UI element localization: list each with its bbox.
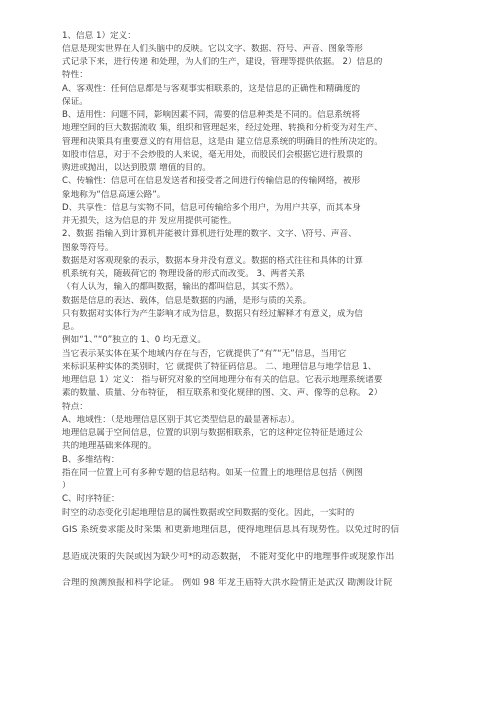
text-line: C、时序特征： (62, 494, 120, 504)
text-line: 素的数量、质量、分布特征， 相互联系和变化规律的图、文、声、像等的总称。 2） (62, 388, 383, 398)
text-line: 数据是信息的表达、载体，信息是数据的内涵，是形与质的关系。 (62, 296, 312, 306)
text-line: A、地域性：（是地理信息区别于其它类型信息的最显著标志）。 (62, 415, 300, 425)
text-line: 象地称为“信息高速公路”。 (62, 190, 166, 200)
text-line: 数据是对客观现象的表示，数据本身并没有意义。数据的格式往往和具体的计算 (62, 256, 363, 266)
text-line: （有人认为，输入的都叫数据，输出的都叫信息，其实不然）。 (62, 282, 299, 292)
text-line: 保证。 (62, 97, 88, 107)
text-line: 信息是现实世界在人们头脑中的反映。它以文字、数据、符号、声音、图象等形 (62, 44, 363, 54)
text-line: 例如“1、”“0”独立的 1、0 均无意义。 (62, 335, 206, 345)
text-line: B、多维结构： (62, 455, 120, 465)
text-line: ） (62, 481, 71, 491)
text-line: 并无损失，这为信息的并 发应用提供可能性。 (62, 216, 237, 226)
text-line: 机系统有关，随载荷它的 物理设备的形式而改变。 3、两者关系 (62, 269, 305, 279)
text-line: 地理信息属于空间信息，位置的识别与数据相联系，它的这种定位特征是通过公 (62, 428, 363, 438)
text-line: 只有数据对实体行为产生影响才成为信息，数据只有经过解释才有意义，成为信 (62, 309, 363, 319)
text-line: 合理的预测预报和科学论证。 例如 98 年龙王庙特大洪水险情正是武汉 勘测设计院 (62, 578, 393, 588)
text-line: 地理信息 1）定义： 指与研究对象的空间地理分布有关的信息。它表示地理系统诸要 (62, 375, 383, 385)
text-line: 2、数据 指输入到计算机并能被计算机进行处理的数字、文字、\符号、声音、 (62, 229, 357, 239)
text-line: 管理和决策具有重要意义的有用信息，这是由 建立信息系统的明确目的性所决定的。 (62, 137, 383, 147)
text-line: 特点： (62, 402, 88, 412)
text-line: 息。 (62, 322, 80, 332)
text-line: GIS 系统要求能及时采集 和更新地理信息，使得地理信息具有现势性。以免过时的信 (62, 525, 400, 535)
text-line: 当它表示某实体在某个地域内存在与否，它就提供了“有”“无”信息，当用它 (62, 349, 347, 359)
text-line: 图象等符号。 (62, 243, 114, 253)
text-line: 来标识某种实体的类别时，它 就提供了特征码信息。 二、地理信息与地学信息 1、 (62, 362, 377, 372)
text-line: 式记录下来，进行传递 和处理，为人们的生产，建设，管理等提供依据。 2）信息的 (62, 57, 383, 67)
text-line: A、客观性：任何信息都是与客观事实相联系的，这是信息的正确性和精确度的 (62, 84, 361, 94)
text-line: 共的地理基础来体现的。 (62, 441, 157, 451)
text-line: 1、信息 1）定义： (62, 31, 136, 41)
text-line: 购进或抛出，以达到股票 增值的目的。 (62, 163, 211, 173)
text-line: 息造成决策的失误或因为缺少可*的动态数据， 不能对变化中的地理事件或现象作出 (62, 552, 395, 562)
text-line: B、适用性：问题不同，影响因素不同，需要的信息种类是不同的。信息系统将 (62, 110, 361, 120)
text-line: 特性： (62, 70, 88, 80)
text-line: D、共享性：信息与实物不同，信息可传输给多个用户，为用户共享，而其本身 (62, 203, 361, 213)
text-line: 地理空间的巨大数据流收 集，组织和管理起来，经过处理、转换和分析变为对生产、 (62, 123, 383, 133)
text-line: C、传输性：信息可在信息发送者和接受者之间进行传输信息的传输网络，被形 (62, 176, 361, 186)
text-line: 如股市信息，对于不会炒股的人来说，毫无用处，而股民们会根据它进行股票的 (62, 150, 363, 160)
text-line: 时空的动态变化引起地理信息的属性数据或空间数据的变化。因此，一实时的 (62, 508, 355, 518)
text-line: 指在同一位置上可有多种专题的信息结构。如某一位置上的地理信息包括（例图 (62, 468, 363, 478)
